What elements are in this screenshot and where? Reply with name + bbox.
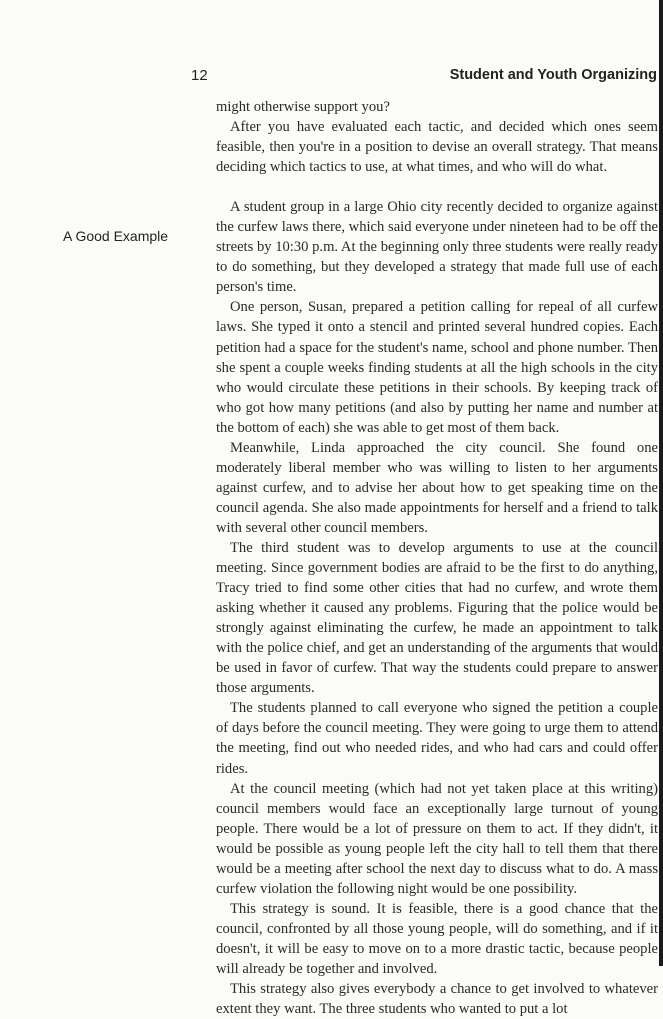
section-heading: A Good Example bbox=[63, 228, 169, 244]
paragraph: At the council meeting (which had not yet taken place at this writing) council members would face an exceptionally large turnout of young people. There would be a lot of pressure on them to act. If they didn't, it would be possible as young people left the city hall to tell them that there would be a meeting after school the next day to discuss what to do. A mass curfew violation the following night would be one possibility. bbox=[216, 780, 658, 897]
paragraph: One person, Susan, prepared a petition calling for repeal of all curfew laws. She typed it onto a stencil and printed several hundred copies. Each petition had a space for the student's name, school and phone number. Then she spent a couple weeks finding students at all the high schools in the city who would circulate these petitions in their schools. By keeping track of who got how many petitions (and also by putting her name and number at the bottom of each) she was able to get most of them back. bbox=[216, 299, 658, 436]
paragraph: This strategy also gives everybody a chance to get involved to whatever extent they want. The three students who wanted to put a lot bbox=[216, 981, 658, 1018]
page-number: 12 bbox=[191, 67, 208, 84]
section-spacer bbox=[216, 177, 658, 197]
paragraph: After you have evaluated each tactic, and decided which ones seem feasible, then you're in a position to devise an overall strategy. That means deciding which tactics to use, at what times, and who will do what. bbox=[216, 119, 658, 176]
body-text bbox=[216, 97, 658, 1019]
page-binding-edge bbox=[659, 0, 663, 966]
paragraph: Meanwhile, Linda approached the city council. She found one moderately liberal member who was willing to listen to her arguments against curfew, and to advise her about how to get speaking time on the council agenda. She also made appointments for herself and a friend to talk with several other council members. bbox=[216, 439, 658, 536]
paragraph: The third student was to develop arguments to use at the council meeting. Since government bodies are afraid to be the first to do anything, Tracy tried to find some other cities that had no curfew, and wrote them asking whether it caused any problems. Figuring that the police would be strongly against eliminating the curfew, he made an appointment to talk with the police chief, and get an understanding of the arguments that would be used in favor of curfew. That way the students could prepare to answer those arguments. bbox=[216, 539, 658, 697]
paragraph: A student group in a large Ohio city recently decided to organize against the curfew laws there, which said everyone under nineteen had to be off the streets by 10:30 p.m. At the beginning only three students were really ready to do something, but they developed a strategy that made full use of each person's time. bbox=[216, 199, 658, 296]
paragraph: might otherwise support you? bbox=[216, 99, 390, 115]
paragraph: The students planned to call everyone who signed the petition a couple of days before the council meeting. They were going to urge them to attend the meeting, find out who needed rides, and who had cars and could offer rides. bbox=[216, 700, 658, 777]
running-head: Student and Youth Organizing bbox=[449, 67, 657, 83]
paragraph: This strategy is sound. It is feasible, there is a good chance that the council, confronted by all those young people, will do something, and if it doesn't, it will be easy to move on to a more drastic tactic, because people will already be together and involved. bbox=[216, 900, 658, 977]
